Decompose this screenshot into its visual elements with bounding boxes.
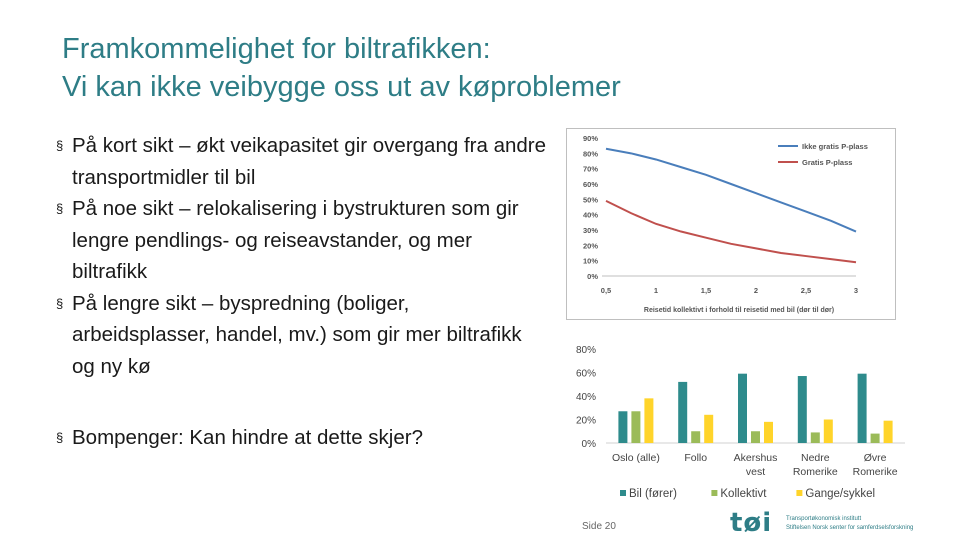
- y-tick-label: 20%: [582, 241, 598, 251]
- y-tick-label: 60%: [582, 180, 598, 189]
- legend-swatch: [711, 490, 717, 496]
- legend-swatch: [796, 490, 802, 496]
- bullet-mark: §: [56, 201, 64, 216]
- y-tick-label: 0%: [581, 439, 596, 450]
- y-tick-label: 20%: [575, 415, 596, 427]
- x-tick-label: 1,5: [700, 286, 712, 295]
- bar-bil-f-rer-: [618, 411, 627, 443]
- category-label-line: Oslo (alle): [611, 452, 660, 464]
- y-tick-label: 90%: [582, 134, 598, 143]
- bullet-mark: §: [56, 430, 64, 445]
- title-line-1: Framkommelighet for biltrafikken:: [62, 33, 491, 65]
- x-axis-title: Reisetid kollektivt i forhold til reisetid med bil (dør til dør): [643, 307, 835, 314]
- y-tick-label: 60%: [575, 368, 596, 380]
- bar-kollektivt: [751, 431, 760, 443]
- y-tick-label: 50%: [582, 195, 598, 205]
- category-label: [684, 452, 707, 464]
- y-tick-label: 40%: [582, 210, 598, 220]
- legend-label: Kollektivt: [720, 488, 767, 500]
- category-label-line: vest: [745, 466, 766, 478]
- bar-bil-f-rer-: [858, 374, 867, 443]
- bullet-item: [56, 422, 546, 454]
- bar-bil-f-rer-: [738, 374, 747, 443]
- x-tick-label: 1: [653, 286, 659, 295]
- bullet-text: På noe sikt – relokalisering i bystrukturen som gir lengre pendlings- og reiseavstander, og mer biltrafikk: [72, 197, 519, 283]
- category-label-line: Akershus: [733, 452, 778, 464]
- bar-kollektivt: [691, 431, 700, 443]
- y-tick-label: 30%: [582, 226, 598, 235]
- category-label-line: Øvre: [863, 452, 887, 464]
- bar-kollektivt: [631, 411, 640, 443]
- legend-label: Gange/sykkel: [805, 488, 876, 500]
- category-label: [734, 452, 778, 478]
- legend-label: Bil (fører): [629, 488, 677, 500]
- logo-caption: [786, 515, 913, 533]
- category-label-line: Romerike: [792, 466, 838, 478]
- slide-title: [62, 30, 922, 106]
- bullet-item: [56, 193, 546, 288]
- legend-label: Ikke gratis P-plass: [802, 142, 868, 151]
- toi-logo: tøi: [730, 508, 773, 538]
- legend-label: Gratis P-plass: [802, 158, 853, 167]
- bar-chart: [560, 335, 910, 510]
- bullet-list: [56, 130, 546, 454]
- logo-caption-line-1: Transportøkonomisk institutt: [786, 516, 862, 522]
- bar-gange-sykkel: [824, 420, 833, 444]
- y-tick-label: 80%: [575, 345, 596, 356]
- y-tick-label: 70%: [582, 164, 598, 174]
- bullet-text: Bompenger: Kan hindre at dette skjer?: [72, 426, 423, 449]
- y-tick-label: 40%: [575, 392, 596, 403]
- line-chart: [566, 128, 896, 320]
- x-tick-label: 2: [753, 286, 759, 295]
- bar-bil-f-rer-: [678, 382, 687, 443]
- bullet-item: [56, 288, 546, 383]
- y-tick-label: 10%: [582, 256, 598, 266]
- y-tick-label: 0%: [587, 272, 598, 281]
- bar-gange-sykkel: [764, 422, 773, 443]
- legend-swatch: [620, 490, 626, 496]
- bullet-mark: §: [56, 295, 64, 311]
- bullet-text: På kort sikt – økt veikapasitet gir overgang fra andre transportmidler til bil: [72, 134, 547, 189]
- bullet-mark: §: [56, 138, 64, 153]
- y-tick-label: 80%: [582, 149, 598, 159]
- category-label-line: Romerike: [852, 466, 898, 478]
- x-tick-label: 2,5: [800, 286, 812, 295]
- bar-gange-sykkel: [704, 415, 713, 443]
- category-label: [612, 452, 660, 464]
- x-tick-label: 0,5: [600, 286, 612, 295]
- category-label: [853, 452, 898, 478]
- bar-gange-sykkel: [644, 398, 653, 443]
- bullet-text: På lengre sikt – byspredning (boliger, arbeidsplasser, handel, mv.) som gir mer biltrafikk og ny kø: [72, 291, 522, 378]
- bar-kollektivt: [811, 432, 820, 443]
- bar-kollektivt: [871, 434, 880, 443]
- bullet-item: [56, 130, 546, 193]
- page-number: Side 20: [582, 521, 616, 532]
- x-tick-label: 3: [853, 286, 859, 295]
- category-label-line: Follo: [684, 452, 708, 464]
- logo-caption-line-2: Stiftelsen Norsk senter for samferdselsforskning: [786, 525, 914, 531]
- category-label-line: Nedre: [800, 452, 830, 464]
- bar-bil-f-rer-: [798, 376, 807, 443]
- bar-gange-sykkel: [884, 421, 893, 443]
- title-line-2: Vi kan ikke veibygge oss ut av køproblemer: [62, 71, 621, 103]
- category-label: [793, 452, 838, 478]
